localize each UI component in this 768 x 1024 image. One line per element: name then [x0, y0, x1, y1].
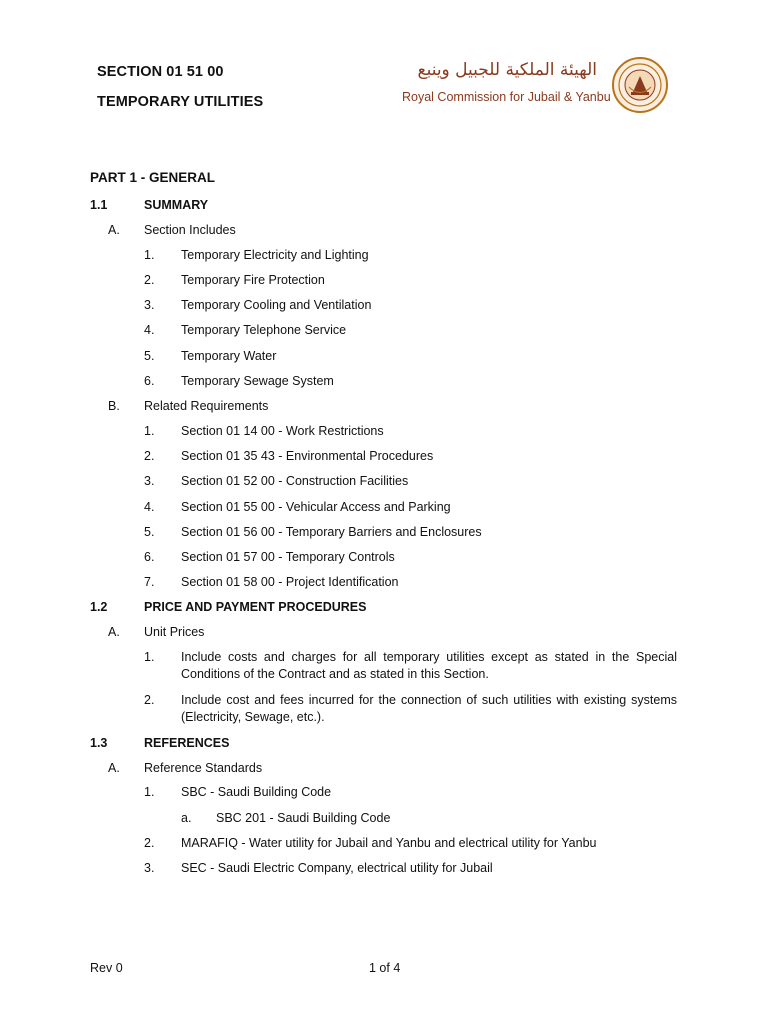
- item-text: Include cost and fees incurred for the connection of such utilities with existing systems (Electricity, Sewage, etc.).: [181, 693, 677, 724]
- item-text: Section 01 57 00 - Temporary Controls: [181, 550, 395, 564]
- item-number: 5.: [144, 525, 155, 539]
- item-number: 2.: [144, 449, 155, 463]
- item-text: Temporary Water: [181, 349, 277, 363]
- article-number: 1.2: [90, 600, 108, 614]
- item-number: 6.: [144, 550, 155, 564]
- logo-english-text: Royal Commission for Jubail & Yanbu: [402, 90, 611, 104]
- article-number: 1.3: [90, 736, 108, 750]
- article-title: SUMMARY: [144, 198, 209, 212]
- item-text: SBC - Saudi Building Code: [181, 785, 332, 799]
- item-number: 2.: [144, 273, 155, 287]
- item-text: Section 01 35 43 - Environmental Procedures: [181, 449, 434, 463]
- section-number: SECTION 01 51 00: [97, 64, 224, 80]
- item-text: Temporary Cooling and Ventilation: [181, 298, 372, 312]
- item-number: 4.: [144, 323, 155, 337]
- item-text: Temporary Sewage System: [181, 374, 334, 388]
- paragraph-label: Related Requirements: [144, 399, 269, 413]
- item-text: Temporary Fire Protection: [181, 273, 325, 287]
- item-number: 3.: [144, 861, 155, 875]
- article-number: 1.1: [90, 198, 108, 212]
- paragraph-letter: B.: [108, 399, 120, 413]
- footer-page-number: 1 of 4: [369, 961, 401, 975]
- item-text: Section 01 55 00 - Vehicular Access and Parking: [181, 500, 451, 514]
- item-text: Temporary Telephone Service: [181, 323, 347, 337]
- item-text: Include costs and charges for all temporary utilities except as stated in the Special Conditions of the Contract and as stated in this Section.: [181, 650, 677, 681]
- part-heading: PART 1 - GENERAL: [90, 170, 216, 185]
- section-title: TEMPORARY UTILITIES: [97, 94, 264, 110]
- item-text: MARAFIQ - Water utility for Jubail and Yanbu and electrical utility for Yanbu: [181, 836, 597, 850]
- item-text: Section 01 14 00 - Work Restrictions: [181, 424, 384, 438]
- item-number: 1.: [144, 650, 155, 664]
- item-text: SBC 201 - Saudi Building Code: [216, 811, 391, 825]
- item-number: 6.: [144, 374, 155, 388]
- item-number: 2.: [144, 836, 155, 850]
- paragraph-label: Section Includes: [144, 223, 236, 237]
- item-number: 4.: [144, 500, 155, 514]
- item-number: 1.: [144, 785, 155, 799]
- item-number: 5.: [144, 349, 155, 363]
- item-number: 7.: [144, 575, 155, 589]
- royal-commission-seal-icon: [611, 56, 669, 114]
- item-number: 2.: [144, 693, 155, 707]
- item-text: Section 01 58 00 - Project Identification: [181, 575, 399, 589]
- royal-commission-logo: [398, 56, 673, 120]
- footer-revision: Rev 0: [90, 961, 123, 975]
- logo-arabic-text: الهيئة الملكية للجبيل وينبع: [417, 60, 597, 80]
- paragraph-letter: A.: [108, 223, 120, 237]
- paragraph-letter: A.: [108, 625, 120, 639]
- item-text: Temporary Electricity and Lighting: [181, 248, 369, 262]
- item-text: SEC - Saudi Electric Company, electrical utility for Jubail: [181, 861, 493, 875]
- item-text: Section 01 56 00 - Temporary Barriers and Enclosures: [181, 525, 482, 539]
- paragraph-label: Reference Standards: [144, 761, 263, 775]
- paragraph-letter: A.: [108, 761, 120, 775]
- item-number: 1.: [144, 248, 155, 262]
- item-number: 3.: [144, 474, 155, 488]
- article-title: PRICE AND PAYMENT PROCEDURES: [144, 600, 367, 614]
- item-number: 3.: [144, 298, 155, 312]
- item-number: 1.: [144, 424, 155, 438]
- paragraph-label: Unit Prices: [144, 625, 205, 639]
- item-text: Section 01 52 00 - Construction Facilities: [181, 474, 409, 488]
- article-title: REFERENCES: [144, 736, 230, 750]
- item-number: a.: [181, 811, 192, 825]
